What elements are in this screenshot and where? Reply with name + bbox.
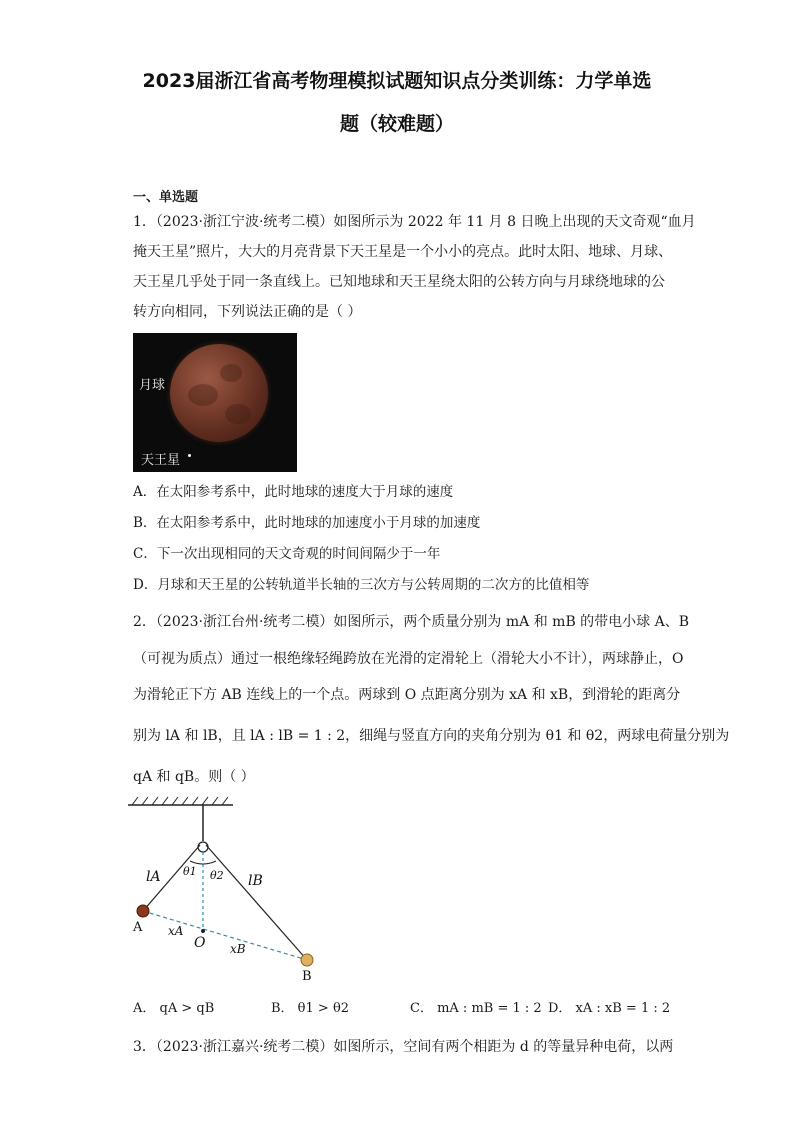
- q2-stem-line2: （可视为质点）通过一根绝缘轻绳跨放在光滑的定滑轮上（滑轮大小不计），两球静止，O: [133, 651, 684, 667]
- blood-moon-photo: [133, 333, 297, 472]
- label-theta1: θ1: [183, 865, 197, 878]
- rope-b: [206, 845, 307, 960]
- label-lb: lB: [248, 873, 263, 889]
- q2-stem-line5: qA 和 qB。则（ ）: [133, 769, 255, 785]
- q2-stem-line4: 别为 lA 和 lB，且 lA : lB = 1 : 2，细绳与竖直方向的夹角分别为 θ1 和 θ2，两球电荷量分别为: [133, 728, 730, 744]
- section-heading: 一、单选题: [133, 190, 199, 205]
- photo-label-moon: 月球: [139, 378, 166, 393]
- document-title-line2: 题（较难题）: [339, 113, 454, 135]
- label-b: B: [302, 969, 312, 984]
- ball-b: [301, 954, 313, 966]
- q1-stem-line1: 1．（2023·浙江宁波·统考二模）如图所示为 2022 年 11 月 8 日晚上出现的天文奇观“血月: [133, 214, 696, 230]
- ceiling-hatch: [132, 797, 228, 805]
- label-o: O: [194, 935, 206, 951]
- q1-option-b: B．在太阳参考系中，此时地球的加速度小于月球的加速度: [133, 515, 481, 531]
- angle-arc: [190, 861, 216, 864]
- pulley-diagram: [128, 795, 328, 987]
- q3-stem-line1: 3．（2023·浙江嘉兴·统考二模）如图所示，空间有两个相距为 d 的等量异种电荷，以两: [133, 1039, 674, 1055]
- q1-option-d: D．月球和天王星的公转轨道半长轴的三次方与公转周期的二次方的比值相等: [133, 577, 590, 593]
- q2-option-d: D． xA : xB = 1 : 2: [548, 1001, 671, 1016]
- label-xa: xA: [168, 924, 184, 938]
- label-a: A: [133, 920, 143, 935]
- document-title-line1: 2023届浙江省高考物理模拟试题知识点分类训练：力学单选: [142, 70, 652, 92]
- q1-option-c: C．下一次出现相同的天文奇观的时间间隔少于一年: [133, 546, 441, 562]
- q1-stem-line3: 天王星几乎处于同一条直线上。已知地球和天王星绕太阳的公转方向与月球绕地球的公: [133, 274, 665, 290]
- q1-option-a: A．在太阳参考系中，此时地球的速度大于月球的速度: [133, 484, 454, 500]
- ball-a: [137, 905, 149, 917]
- moon-image: [170, 344, 268, 442]
- q2-stem-line3: 为滑轮正下方 AB 连线上的一个点。两球到 O 点距离分别为 xA 和 xB，到滑轮的距离分: [133, 687, 681, 703]
- q2-option-a: A． qA > qB: [133, 1001, 215, 1016]
- q1-stem-line2: 掩天王星”照片，大大的月亮背景下天王星是一个小小的亮点。此时太阳、地球、月球、: [133, 244, 673, 260]
- label-la: lA: [146, 869, 161, 885]
- q1-stem-line4: 转方向相同，下列说法正确的是（ ）: [133, 304, 362, 320]
- pulley-icon: [198, 842, 208, 852]
- q2-option-b: B． θ1 > θ2: [271, 1001, 350, 1016]
- uranus-dot: [188, 454, 191, 457]
- q2-stem-line1: 2．（2023·浙江台州·统考二模）如图所示，两个质量分别为 mA 和 mB 的带电小球 A、B: [133, 614, 690, 630]
- label-theta2: θ2: [210, 869, 224, 882]
- q2-option-c: C． mA : mB = 1 : 2: [410, 1001, 542, 1016]
- photo-label-uranus: 天王星: [141, 453, 181, 468]
- label-xb: xB: [230, 942, 246, 956]
- point-o: [201, 929, 205, 933]
